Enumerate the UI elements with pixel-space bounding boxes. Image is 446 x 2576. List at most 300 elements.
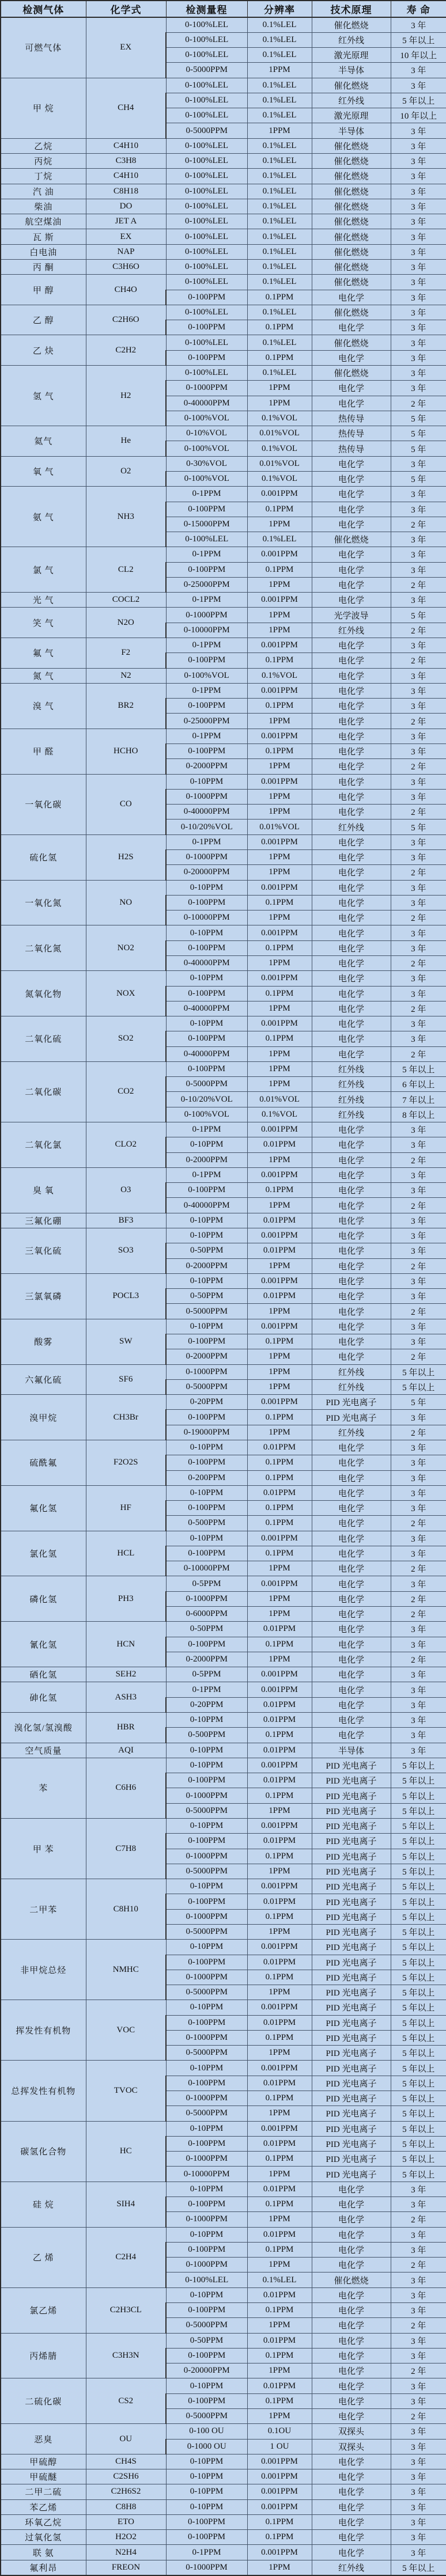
principle-cell: 电化学 (312, 396, 391, 411)
header-row (1, 1, 446, 17)
principle-cell: 电化学 (312, 2182, 391, 2196)
resolution-cell: 0.001PPM (247, 638, 312, 653)
principle-cell: 电化学 (312, 487, 391, 502)
resolution-cell: 0.001PPM (247, 729, 312, 743)
range-cell: 0-10000PPM (166, 910, 247, 925)
range-cell: 0-100%LEL (166, 184, 247, 199)
gas-name-cell: 航空煤油 (1, 214, 86, 229)
resolution-cell: 0.01PPM (247, 1955, 312, 1970)
principle-cell: 电化学 (312, 1001, 391, 1016)
gas-name-cell: 联 氨 (1, 2545, 86, 2560)
formula-cell: C2H2 (86, 335, 166, 366)
table-row (1, 365, 446, 380)
range-cell: 0-10000PPM (166, 2167, 247, 2182)
lifespan-cell: 3 年 (391, 1501, 446, 1516)
formula-cell: HCL (86, 1531, 166, 1576)
resolution-cell: 0.1PPM (247, 1455, 312, 1470)
gas-name-cell: 二氧化碳 (1, 1061, 86, 1122)
range-cell: 0-50PPM (166, 1243, 247, 1258)
resolution-cell: 0.001PPM (247, 1395, 312, 1410)
resolution-cell: 0.1%VOL (247, 471, 312, 486)
range-cell: 0-1000PPM (166, 1364, 247, 1379)
resolution-cell: 0.01PPM (247, 1440, 312, 1455)
resolution-cell: 0.1%LEL (247, 2273, 312, 2287)
range-cell: 0-1PPM (166, 834, 247, 849)
gas-name-cell: 非甲烷总烃 (1, 1940, 86, 2000)
range-cell: 0-100%LEL (166, 138, 247, 153)
range-cell: 0-100PPM (166, 2393, 247, 2408)
resolution-cell: 0.001PPM (247, 2061, 312, 2076)
principle-cell: 红外线 (312, 32, 391, 47)
range-cell: 0-100%LEL (166, 335, 247, 350)
formula-cell: O2 (86, 456, 166, 487)
lifespan-cell: 6 年以上 (391, 1077, 446, 1092)
lifespan-cell: 2 年 (391, 2258, 446, 2273)
principle-cell: 红外线 (312, 1107, 391, 1122)
resolution-cell: 1PPM (247, 759, 312, 774)
principle-cell: 热传导 (312, 411, 391, 426)
lifespan-cell: 3 年 (391, 78, 446, 93)
range-cell: 0-100PPM (166, 1773, 247, 1788)
formula-cell: CO (86, 774, 166, 834)
resolution-cell: 0.1%LEL (247, 365, 312, 380)
resolution-cell: 0.01PPM (247, 1697, 312, 1712)
range-cell: 0-20PPM (166, 1395, 247, 1410)
principle-cell: PID 光电离子 (312, 1879, 391, 1894)
principle-cell: 电化学 (312, 714, 391, 729)
lifespan-cell: 3 年 (391, 1667, 446, 1682)
lifespan-cell: 2 年 (391, 396, 446, 411)
formula-cell: CH4 (86, 78, 166, 138)
range-cell: 0-100%VOL (166, 411, 247, 426)
formula-cell: NMHC (86, 1940, 166, 2000)
formula-cell: F2 (86, 638, 166, 669)
principle-cell: 电化学 (312, 653, 391, 668)
principle-cell: 催化燃烧 (312, 169, 391, 184)
gas-name-cell: 总挥发性有机物 (1, 2061, 86, 2121)
gas-name-cell: 臭 氧 (1, 1167, 86, 1213)
lifespan-cell: 5 年以上 (391, 2061, 446, 2076)
range-cell: 0-100PPM (166, 1894, 247, 1909)
resolution-cell: 0.1%LEL (247, 108, 312, 123)
lifespan-cell: 2 年 (391, 865, 446, 880)
table-row (1, 774, 446, 789)
table-row (1, 214, 446, 229)
lifespan-cell: 3 年 (391, 1728, 446, 1743)
resolution-cell: 0.01PPM (247, 2015, 312, 2030)
gas-name-cell: 二氧化硫 (1, 1016, 86, 1062)
principle-cell: 催化燃烧 (312, 184, 391, 199)
formula-cell: NAP (86, 244, 166, 259)
lifespan-cell: 3 年 (391, 244, 446, 259)
lifespan-cell: 5 年 (391, 820, 446, 834)
range-cell: 0-100%LEL (166, 199, 247, 214)
table-row (1, 2333, 446, 2348)
principle-cell: 催化燃烧 (312, 17, 391, 32)
principle-cell: 电化学 (312, 350, 391, 365)
resolution-cell: 0.1%LEL (247, 199, 312, 214)
resolution-cell: 0.01PPM (247, 1137, 312, 1152)
formula-cell: SO3 (86, 1228, 166, 1274)
range-cell: 0-1PPM (166, 593, 247, 608)
lifespan-cell: 5 年 (391, 411, 446, 426)
formula-cell: N2 (86, 668, 166, 683)
lifespan-cell: 2 年 (391, 955, 446, 970)
table-row (1, 1440, 446, 1455)
principle-cell: 红外线 (312, 1077, 391, 1092)
principle-cell: 电化学 (312, 1455, 391, 1470)
table-row (1, 1273, 446, 1288)
resolution-cell: 0.1PPM (247, 744, 312, 759)
lifespan-cell: 2 年 (391, 577, 446, 592)
lifespan-cell: 5 年以上 (391, 1849, 446, 1864)
gas-name-cell: 氧 气 (1, 456, 86, 487)
lifespan-cell: 3 年 (391, 562, 446, 577)
principle-cell: 催化燃烧 (312, 335, 391, 350)
resolution-cell: 0.1%LEL (247, 305, 312, 320)
resolution-cell: 0.001PPM (247, 1879, 312, 1894)
range-cell: 0-10PPM (166, 925, 247, 940)
resolution-cell: 0.1PPM (247, 1788, 312, 1803)
table-row (1, 184, 446, 199)
lifespan-cell: 3 年 (391, 2348, 446, 2363)
resolution-cell: 0.01PPM (247, 2182, 312, 2196)
lifespan-cell: 2 年 (391, 1152, 446, 1167)
range-cell: 0-5000PPM (166, 2046, 247, 2061)
table-row (1, 1940, 446, 1955)
range-cell: 0-100PPM (166, 320, 247, 335)
resolution-cell: 0.1%LEL (247, 275, 312, 290)
resolution-cell: 0.01PPM (247, 2333, 312, 2348)
gas-name-cell: 氟利昂 (1, 2560, 86, 2575)
formula-cell: F2O2S (86, 1440, 166, 1485)
lifespan-cell: 3 年 (391, 1243, 446, 1258)
range-cell: 0-25000PPM (166, 577, 247, 592)
lifespan-cell: 8 年以上 (391, 1107, 446, 1122)
resolution-cell: 1PPM (247, 2106, 312, 2121)
range-cell: 0-10PPM (166, 1879, 247, 1894)
gas-name-cell: 笑 气 (1, 608, 86, 638)
principle-cell: 热传导 (312, 426, 391, 441)
principle-cell: 催化燃烧 (312, 78, 391, 93)
resolution-cell: 0.01PPM (247, 1743, 312, 1758)
gas-name-cell: 砷化氢 (1, 1682, 86, 1713)
resolution-cell: 0.1%LEL (247, 93, 312, 108)
principle-cell: PID 光电离子 (312, 1894, 391, 1909)
resolution-cell: 1PPM (247, 1046, 312, 1061)
range-cell: 0-2000PPM (166, 1152, 247, 1167)
lifespan-cell: 5 年以上 (391, 1940, 446, 1955)
lifespan-cell: 3 年 (391, 1167, 446, 1182)
table-row (1, 593, 446, 608)
formula-cell: POCL3 (86, 1273, 166, 1319)
table-row (1, 1758, 446, 1773)
lifespan-cell: 3 年 (391, 290, 446, 305)
principle-cell: 电化学 (312, 1334, 391, 1349)
gas-name-cell: 甲 苯 (1, 1818, 86, 1879)
range-cell: 0-10000PPM (166, 623, 247, 638)
lifespan-cell: 3 年 (391, 2484, 446, 2499)
range-cell: 0-10PPM (166, 1440, 247, 1455)
lifespan-cell: 3 年 (391, 1289, 446, 1304)
principle-cell: PID 光电离子 (312, 2030, 391, 2045)
principle-cell: 电化学 (312, 2227, 391, 2242)
table-row (1, 244, 446, 259)
lifespan-cell: 3 年 (391, 2545, 446, 2560)
resolution-cell: 0.1%LEL (247, 32, 312, 47)
range-cell: 0-100%LEL (166, 532, 247, 547)
lifespan-cell: 3 年 (391, 2439, 446, 2454)
range-cell: 0-10PPM (166, 1531, 247, 1546)
gas-name-cell: 乙 炔 (1, 335, 86, 366)
gas-name-cell: 苯 (1, 1758, 86, 1818)
lifespan-cell: 3 年 (391, 744, 446, 759)
resolution-cell: 0.1PPM (247, 940, 312, 955)
range-cell: 0-10PPM (166, 2287, 247, 2302)
lifespan-cell: 3 年 (391, 1682, 446, 1697)
gas-name-cell: 柴油 (1, 199, 86, 214)
formula-cell: N2H4 (86, 2545, 166, 2560)
resolution-cell: 0.1%LEL (247, 48, 312, 63)
gas-name-cell: 氢 气 (1, 365, 86, 426)
resolution-cell: 0.1%LEL (247, 260, 312, 275)
resolution-cell: 0.1PPM (247, 2348, 312, 2363)
header-gas: 检测气体 (1, 1, 86, 17)
range-cell: 0-50PPM (166, 2333, 247, 2348)
table-row (1, 169, 446, 184)
lifespan-cell: 3 年 (391, 260, 446, 275)
table-row (1, 1531, 446, 1546)
range-cell: 0-100%LEL (166, 32, 247, 47)
formula-cell: OU (86, 2424, 166, 2454)
formula-cell: AQI (86, 1743, 166, 1758)
lifespan-cell: 3 年 (391, 2514, 446, 2529)
principle-cell: 电化学 (312, 2484, 391, 2499)
principle-cell: 电化学 (312, 2318, 391, 2333)
lifespan-cell: 5 年以上 (391, 1879, 446, 1894)
table-row (1, 1228, 446, 1243)
range-cell: 0-100PPM (166, 562, 247, 577)
range-cell: 0-100%VOL (166, 471, 247, 486)
gas-table-body (1, 17, 446, 2575)
resolution-cell: 0.1%VOL (247, 1107, 312, 1122)
principle-cell: 半导体 (312, 1743, 391, 1758)
range-cell: 0-1000PPM (166, 2560, 247, 2575)
lifespan-cell: 3 年 (391, 2454, 446, 2469)
resolution-cell: 0.1PPM (247, 1470, 312, 1485)
range-cell: 0-10PPM (166, 2121, 247, 2136)
resolution-cell: 1PPM (247, 396, 312, 411)
principle-cell: 电化学 (312, 290, 391, 305)
principle-cell: 电化学 (312, 2287, 391, 2302)
resolution-cell: 0.001PPM (247, 1319, 312, 1334)
table-row (1, 2454, 446, 2469)
table-row (1, 305, 446, 320)
range-cell: 0-10PPM (166, 1016, 247, 1031)
table-row (1, 683, 446, 698)
gas-name-cell: 氦气 (1, 426, 86, 457)
lifespan-cell: 5 年以上 (391, 1985, 446, 2000)
resolution-cell: 1PPM (247, 2318, 312, 2333)
principle-cell: 红外线 (312, 1364, 391, 1379)
lifespan-cell: 3 年 (391, 305, 446, 320)
range-cell: 0-100PPM (166, 1455, 247, 1470)
lifespan-cell: 3 年 (391, 940, 446, 955)
principle-cell: 电化学 (312, 2197, 391, 2212)
formula-cell: FREON (86, 2560, 166, 2575)
principle-cell: 电化学 (312, 1485, 391, 1500)
range-cell: 0-100PPM (166, 744, 247, 759)
resolution-cell: 0.001PPM (247, 774, 312, 789)
principle-cell: 电化学 (312, 1697, 391, 1712)
principle-cell: 电化学 (312, 2378, 391, 2393)
lifespan-cell: 3 年 (391, 2469, 446, 2484)
lifespan-cell: 5 年以上 (391, 1364, 446, 1379)
resolution-cell: 1PPM (247, 1425, 312, 1440)
formula-cell: O3 (86, 1167, 166, 1213)
lifespan-cell: 3 年 (391, 729, 446, 743)
table-row (1, 1364, 446, 1379)
lifespan-cell: 3 年 (391, 532, 446, 547)
formula-cell: HBR (86, 1713, 166, 1743)
lifespan-cell: 5 年以上 (391, 1061, 446, 1076)
range-cell: 0-30%VOL (166, 456, 247, 471)
principle-cell: 电化学 (312, 1637, 391, 1652)
lifespan-cell: 3 年 (391, 2242, 446, 2257)
gas-name-cell: 二甲苯 (1, 1879, 86, 1940)
formula-cell: C4H10 (86, 138, 166, 153)
principle-cell: 电化学 (312, 638, 391, 653)
formula-cell: ETO (86, 2514, 166, 2529)
table-row (1, 229, 446, 244)
formula-cell: C8H10 (86, 1879, 166, 1940)
lifespan-cell: 5 年以上 (391, 2076, 446, 2091)
resolution-cell: 0.01PPM (247, 1622, 312, 1637)
range-cell: 0-5PPM (166, 1667, 247, 1682)
principle-cell: 电化学 (312, 1213, 391, 1228)
principle-cell: PID 光电离子 (312, 1955, 391, 1970)
principle-cell: 电化学 (312, 699, 391, 714)
formula-cell: NO2 (86, 925, 166, 971)
formula-cell: C8H8 (86, 2499, 166, 2514)
lifespan-cell: 3 年 (391, 335, 446, 350)
table-row (1, 1622, 446, 1637)
table-row (1, 1743, 446, 1758)
lifespan-cell: 3 年 (391, 593, 446, 608)
resolution-cell: 0.1PPM (247, 2530, 312, 2545)
table-row (1, 2121, 446, 2136)
gas-name-cell: 空气质量 (1, 1743, 86, 1758)
table-row (1, 971, 446, 986)
table-row (1, 1016, 446, 1031)
principle-cell: 光学波导 (312, 608, 391, 623)
formula-cell: H2S (86, 834, 166, 880)
range-cell: 0-20PPM (166, 1697, 247, 1712)
principle-cell: PID 光电离子 (312, 2015, 391, 2030)
principle-cell: 电化学 (312, 1228, 391, 1243)
principle-cell: PID 光电离子 (312, 1788, 391, 1803)
range-cell: 0-1000 OU (166, 2439, 247, 2454)
lifespan-cell: 5 年以上 (391, 1864, 446, 1879)
resolution-cell: 0.1PPM (247, 502, 312, 517)
principle-cell: PID 光电离子 (312, 2091, 391, 2106)
resolution-cell: 0.001PPM (247, 1531, 312, 1546)
resolution-cell: 1PPM (247, 1561, 312, 1576)
resolution-cell: 1PPM (247, 1379, 312, 1394)
range-cell: 0-1PPM (166, 1167, 247, 1182)
gas-name-cell: 甲 醇 (1, 275, 86, 305)
gas-name-cell: 氯化氢 (1, 1531, 86, 1576)
principle-cell: 催化燃烧 (312, 199, 391, 214)
resolution-cell: 0.1PPM (247, 699, 312, 714)
gas-name-cell: 二氧化氯 (1, 1122, 86, 1168)
lifespan-cell: 5 年 (391, 608, 446, 623)
gas-name-cell: 恶臭 (1, 2424, 86, 2454)
lifespan-cell: 5 年以上 (391, 1970, 446, 1985)
formula-cell: HCN (86, 1622, 166, 1667)
resolution-cell: 0.1PPM (247, 1031, 312, 1046)
header-range: 检测量程 (166, 1, 247, 17)
formula-cell: C2H6O (86, 305, 166, 335)
principle-cell: 电化学 (312, 471, 391, 486)
resolution-cell: 1PPM (247, 805, 312, 820)
lifespan-cell: 3 年 (391, 2273, 446, 2287)
lifespan-cell: 3 年 (391, 774, 446, 789)
range-cell: 0-20000PPM (166, 865, 247, 880)
lifespan-cell: 3 年 (391, 1470, 446, 1485)
resolution-cell: 1PPM (247, 1591, 312, 1606)
range-cell: 0-100%LEL (166, 154, 247, 169)
formula-cell: C6H6 (86, 1758, 166, 1818)
principle-cell: 电化学 (312, 1713, 391, 1728)
range-cell: 0-100%LEL (166, 365, 247, 380)
lifespan-cell: 2 年 (391, 1258, 446, 1273)
lifespan-cell: 10 年以上 (391, 108, 446, 123)
range-cell: 0-1PPM (166, 487, 247, 502)
formula-cell: CO2 (86, 1061, 166, 1122)
range-cell: 0-100PPM (166, 2015, 247, 2030)
lifespan-cell: 3 年 (391, 138, 446, 153)
formula-cell: VOC (86, 2000, 166, 2061)
lifespan-cell: 5 年以上 (391, 2015, 446, 2030)
resolution-cell: 0.01PPM (247, 1243, 312, 1258)
range-cell: 0-5000PPM (166, 2106, 247, 2121)
gas-name-cell: 可燃气体 (1, 17, 86, 78)
range-cell: 0-5000PPM (166, 2408, 247, 2423)
resolution-cell: 0.001PPM (247, 1576, 312, 1591)
principle-cell: 电化学 (312, 1243, 391, 1258)
header-lifespan: 寿 命 (391, 1, 446, 17)
lifespan-cell: 3 年 (391, 1137, 446, 1152)
lifespan-cell: 3 年 (391, 2197, 446, 2212)
lifespan-cell: 3 年 (391, 1622, 446, 1637)
resolution-cell: 1PPM (247, 577, 312, 592)
principle-cell: 电化学 (312, 910, 391, 925)
principle-cell: 电化学 (312, 805, 391, 820)
range-cell: 0-10PPM (166, 2454, 247, 2469)
range-cell: 0-50PPM (166, 1289, 247, 1304)
principle-cell: 电化学 (312, 1576, 391, 1591)
resolution-cell: 0.01%VOL (247, 426, 312, 441)
resolution-cell: 1PPM (247, 608, 312, 623)
range-cell: 0-1000PPM (166, 849, 247, 864)
gas-name-cell: 三氧化硫 (1, 1228, 86, 1274)
lifespan-cell: 3 年 (391, 2499, 446, 2514)
formula-cell: SO2 (86, 1016, 166, 1062)
principle-cell: 电化学 (312, 1531, 391, 1546)
lifespan-cell: 3 年 (391, 456, 446, 471)
range-cell: 0-100PPM (166, 502, 247, 517)
